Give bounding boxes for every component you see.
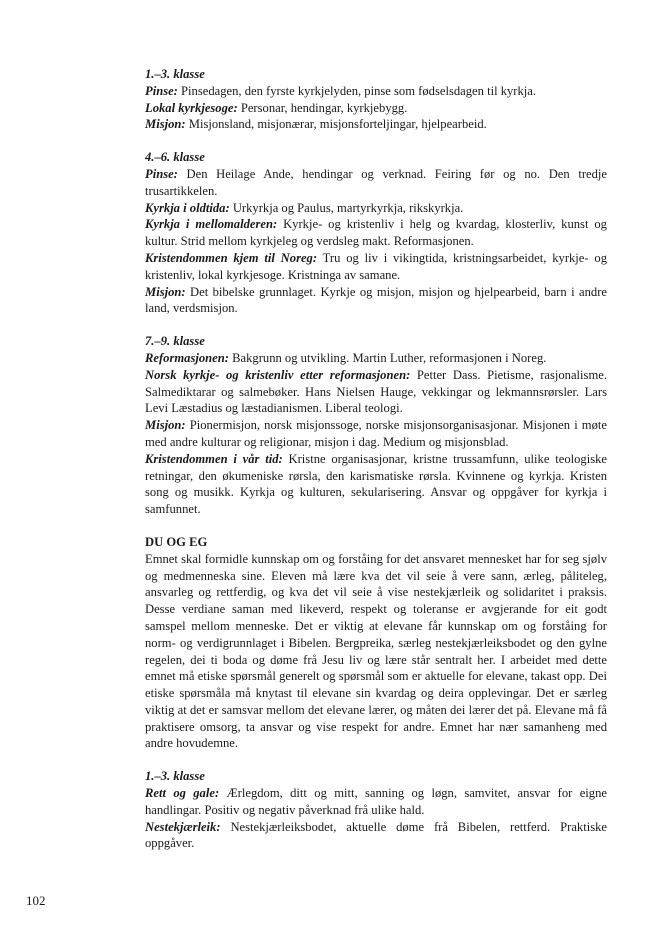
topic-paragraph xyxy=(145,200,607,217)
topic-paragraph xyxy=(145,250,607,284)
topic-paragraph xyxy=(145,166,607,200)
topic-label: Rett og gale: xyxy=(145,786,220,801)
section-1-3-klasse-du-og-eg xyxy=(145,768,607,852)
topic-paragraph xyxy=(145,451,607,518)
page-content xyxy=(145,66,607,868)
du-og-eg-section xyxy=(145,534,607,752)
section-heading: 1.–3. klasse xyxy=(145,769,205,784)
topic-paragraph xyxy=(145,350,607,367)
topic-paragraph xyxy=(145,83,607,100)
topic-label: Kyrkja i oldtida: xyxy=(145,200,230,215)
topic-text: Pionermisjon, norsk misjonssoge, norske misjonsorganisasjonar. Misjonen i møte med andre kulturar og religionar, misjon i dag. Medium og misjonsblad. xyxy=(145,418,607,449)
topic-label: Norsk kyrkje- og kristenliv etter reformasjonen: xyxy=(145,367,411,382)
topic-paragraph xyxy=(145,819,607,853)
topic-label: Lokal kyrkjesoge: xyxy=(145,100,238,115)
topic-paragraph xyxy=(145,417,607,451)
topic-text: Petter Dass. Pietisme, rasjonalisme. Salmediktarar og salmebøker. Hans Nielsen Hauge, vekkingar og lekmannsrørsler. Lars Levi Læstadius og læstadianismen. Liberal teologi. xyxy=(145,367,607,416)
topic-label: Misjon: xyxy=(145,117,186,132)
topic-paragraph xyxy=(145,116,607,133)
section-heading: 1.–3. klasse xyxy=(145,67,205,81)
section-heading: 4.–6. klasse xyxy=(145,150,205,165)
section-7-9-klasse xyxy=(145,333,607,518)
topic-text: Den Heilage Ande, hendingar og verknad. Feiring før og no. Den tredje trusartikkelen. xyxy=(145,166,607,198)
topic-text: Bakgrunn og utvikling. Martin Luther, reformasjonen i Noreg. xyxy=(228,350,547,365)
topic-paragraph xyxy=(145,367,607,417)
topic-text: Kristne organisasjonar, kristne trussamfunn, ulike teologiske retningar, den økumeniske rørsla, den karismatiske rørsla. Kvinnene og kyrkja. Kristen song og musikk. Kyrkja og kulturen, sekularisering. Ansvar og oppgåver for kyrkja i samfunnet. xyxy=(145,451,607,517)
topic-text: Ærlegdom, ditt og mitt, sanning og løgn, samvitet, ansvar for eigne handlingar. Positiv og negativ påverknad frå ulike hald. xyxy=(145,786,607,817)
topic-label: Kristendommen kjem til Noreg: xyxy=(145,250,318,265)
topic-paragraph xyxy=(145,785,607,819)
topic-label: Pinse: xyxy=(145,166,178,181)
topic-label: Kristendommen i vår tid: xyxy=(145,451,283,466)
topic-text: Kyrkje- og kristenliv i helg og kvardag, klosterliv, kunst og kultur. Strid mellom kyrkjeleg og verdsleg makt. Reformasjonen. xyxy=(145,217,607,249)
topic-text: Urkyrkja og Paulus, martyrkyrkja, rikskyrkja. xyxy=(229,200,464,215)
topic-label: Kyrkja i mellomalderen: xyxy=(145,217,278,232)
topic-paragraph xyxy=(145,100,607,117)
topic-label: Pinse: xyxy=(145,83,178,98)
topic-paragraph xyxy=(145,216,607,250)
topic-paragraph xyxy=(145,284,607,318)
topic-text: Tru og liv i vikingtida, kristningsarbeidet, kyrkje- og kristenliv, lokal kyrkjesoge. Kristninga av samane. xyxy=(145,250,607,282)
section-heading: 7.–9. klasse xyxy=(145,334,205,349)
section-1-3-klasse xyxy=(145,66,607,133)
topic-label: Reformasjonen: xyxy=(145,350,229,365)
main-topic-heading: DU OG EG xyxy=(145,534,208,549)
topic-text: Pinsedagen, den fyrste kyrkjelyden, pinse som fødselsdagen til kyrkja. xyxy=(177,83,537,98)
topic-label: Misjon: xyxy=(145,418,186,433)
topic-label: Misjon: xyxy=(145,284,186,299)
body-paragraph: Emnet skal formidle kunnskap om og forståing for det ansvaret mennesket har for seg sjølv og medmenneska sine. Eleven må lære kva det vil seie å vere sann, ærleg, påliteleg, ansvarleg og rettferdig, og kva det vil seie å vise nestekjærleik og solidaritet i praksis. Desse verdiane saman med likeverd, respekt og toleranse er avgjerande for eit godt samspel mellom menneske. Det er viktig at elevane får kunnskap om og forståing for norm- og verdigrunnlaget i Bibelen. Bergpreika, særleg nestekjærleiksbodet og den gylne regelen, dei ti boda og døme frå Jesu liv og lære står sentralt her. I arbeidet med dette emnet må etiske spørsmål generelt og spørsmål som er aktuelle for elevane, takast opp. Dei etiske spørsmåla må knytast til elevane sin kvardag og deira opplevingar. Det er særleg viktig at det er samsvar mellom det elevane lærer, og måten dei lærer det på. Elevane må få praktisere omsorg, ta ansvar og vise respekt for andre. Emnet har nær samanheng med andre hovudemne. xyxy=(145,551,607,751)
topic-text: Det bibelske grunnlaget. Kyrkje og misjon, misjon og hjelpearbeid, barn i andre land, verdsmisjon. xyxy=(145,284,607,316)
topic-text: Personar, hendingar, kyrkjebygg. xyxy=(237,100,408,115)
page-number: 102 xyxy=(26,893,46,908)
section-4-6-klasse xyxy=(145,149,607,317)
topic-label: Nestekjærleik: xyxy=(145,819,221,834)
topic-text: Misjonsland, misjonærar, misjonsforteljingar, hjelpearbeid. xyxy=(185,117,487,132)
topic-text: Nestekjærleiksbodet, aktuelle døme frå Bibelen, rettferd. Praktiske oppgåver. xyxy=(145,819,607,851)
